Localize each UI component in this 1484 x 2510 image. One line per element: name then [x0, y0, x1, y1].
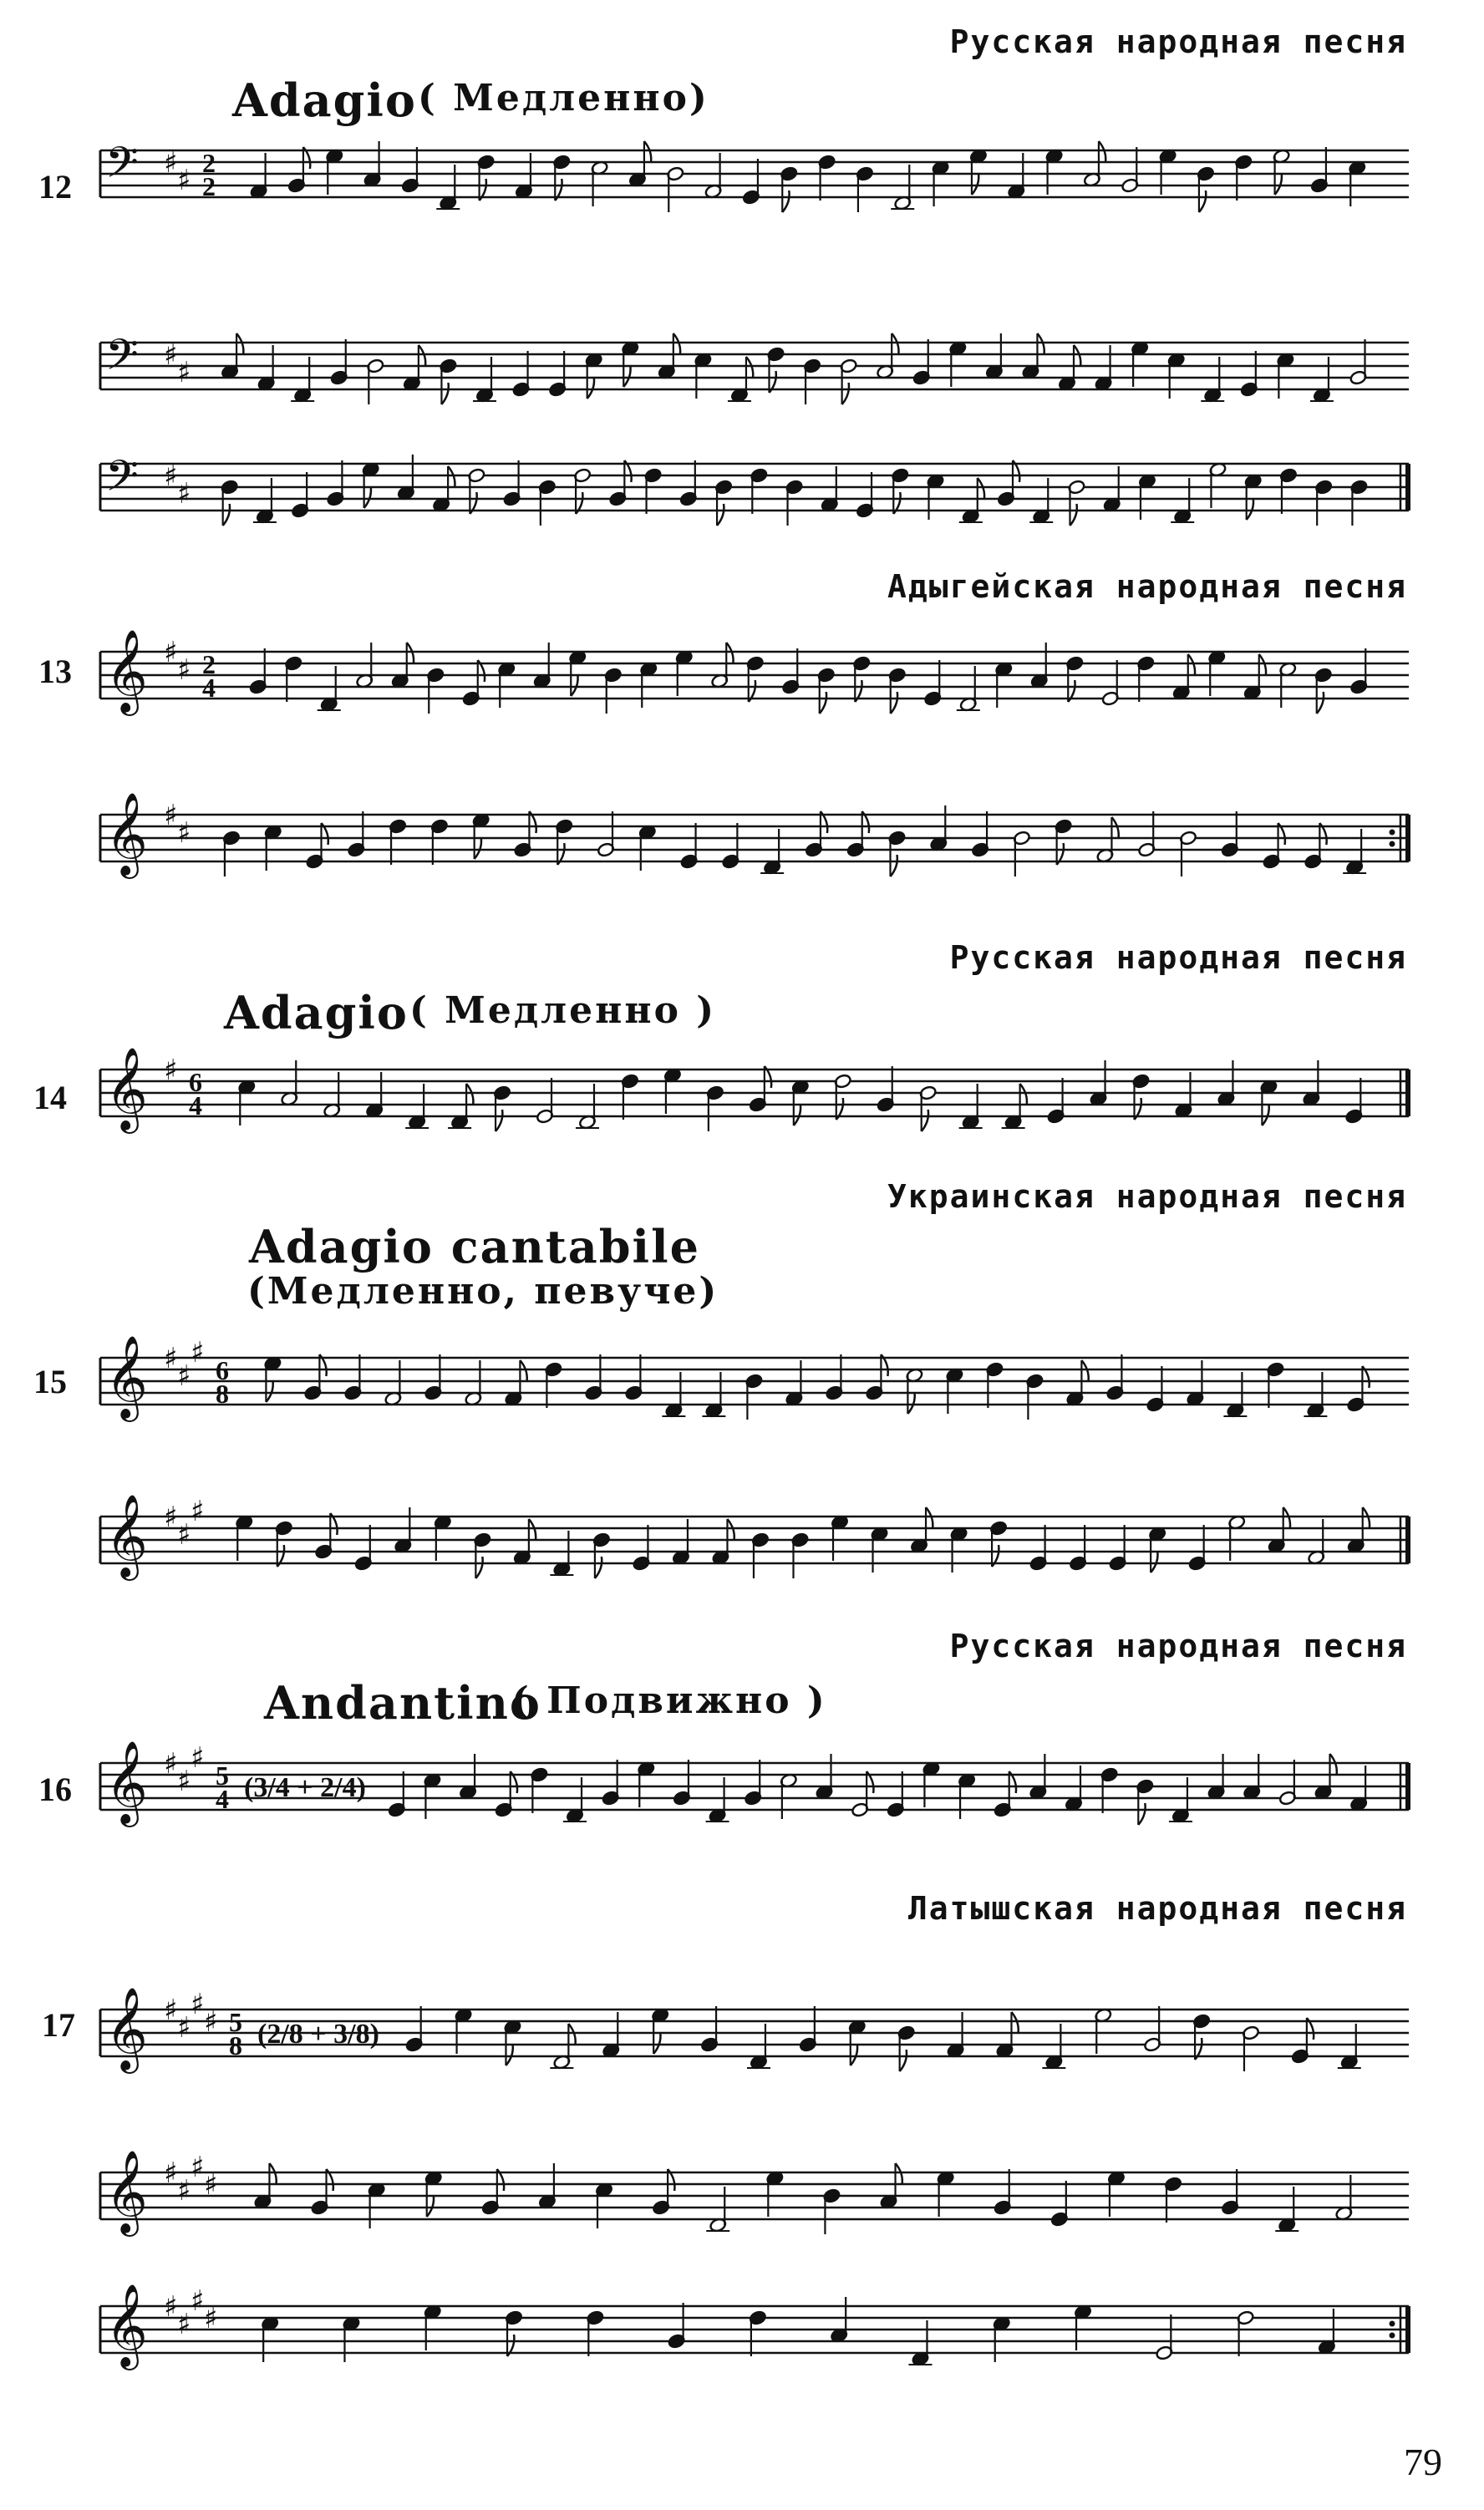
note-flag	[1081, 1360, 1088, 1382]
page-number: 79	[1404, 2441, 1442, 2483]
thick-barline	[1405, 815, 1410, 861]
note-flag	[266, 1380, 272, 1402]
note-flag	[448, 466, 455, 488]
note-flag	[466, 1084, 473, 1105]
sharp-icon: ♯	[164, 338, 178, 372]
tempo-translation-14: ( Медленно )	[409, 989, 717, 1032]
note-flag	[1330, 1754, 1337, 1776]
staff-15-6	[0, 1308, 1484, 1475]
note-flag	[907, 1392, 914, 1414]
note-flag	[1151, 1551, 1157, 1573]
note-flag	[441, 383, 448, 404]
time-signature-bottom: 4	[216, 1784, 229, 1814]
time-signature-top: 2	[202, 649, 216, 679]
time-signature-top: 5	[216, 1761, 229, 1791]
note-flag	[407, 643, 414, 664]
note-flag	[1259, 654, 1266, 676]
note-flag	[587, 377, 594, 399]
treble-clef-icon: 𝄞	[105, 792, 148, 876]
note-flag	[419, 345, 425, 367]
tempo-translation-16: ( Подвижно )	[511, 1679, 827, 1722]
attribution-15: Украинская народная песня	[887, 1178, 1407, 1215]
note-flag	[269, 2163, 276, 2185]
treble-clef-icon: 𝄞	[105, 629, 148, 713]
note-flag	[842, 383, 849, 404]
note-flag	[506, 2044, 512, 2065]
staff-16-8	[0, 1713, 1484, 1880]
thick-barline	[1405, 1517, 1410, 1563]
note-flag	[475, 1557, 482, 1578]
staff-17-11	[0, 2256, 1484, 2423]
note-flag	[520, 1360, 526, 1382]
note-flag	[427, 2195, 434, 2217]
exercise-number-14: 14	[33, 1079, 67, 1116]
note-flag	[1037, 333, 1044, 355]
thick-barline	[1405, 2306, 1410, 2353]
sharp-icon: ♯	[164, 799, 178, 832]
sharp-icon: ♯	[177, 816, 191, 850]
note-flag	[568, 2024, 575, 2045]
time-signature-bottom: 4	[202, 673, 216, 703]
time-signature-bottom: 8	[229, 2030, 242, 2060]
note-flag	[496, 1110, 502, 1131]
note-flag	[223, 504, 230, 526]
sharp-icon: ♯	[204, 2005, 218, 2039]
staff-12-0	[0, 100, 1484, 267]
attribution-14: Русская народная песня	[949, 939, 1407, 976]
note-flag	[1074, 345, 1080, 367]
note-flag	[571, 674, 577, 696]
note-flag	[891, 692, 897, 714]
bass-clef-icon: 𝄢	[105, 450, 139, 511]
sharp-icon: ♯	[204, 2302, 218, 2335]
sharp-icon: ♯	[191, 2151, 205, 2184]
sharp-icon: ♯	[204, 2168, 218, 2202]
tempo-12: Adagio	[232, 74, 417, 127]
exercise-number-15: 15	[33, 1363, 67, 1400]
repeat-dot	[1390, 841, 1395, 847]
note-flag	[1317, 692, 1324, 714]
sharp-icon: ♯	[164, 460, 178, 493]
treble-clef-icon: 𝄞	[105, 1335, 148, 1419]
note-flag	[726, 643, 733, 664]
treble-clef-icon: 𝄞	[105, 2150, 148, 2233]
staff-12-2	[0, 414, 1484, 581]
note-flag	[1199, 191, 1206, 212]
treble-clef-icon: 𝄞	[105, 1987, 148, 2070]
sharp-icon: ♯	[177, 1359, 191, 1393]
note-flag	[1099, 141, 1105, 163]
thick-barline	[1405, 1763, 1410, 1810]
note-flag	[529, 1519, 536, 1541]
note-flag	[717, 504, 724, 526]
note-flag	[727, 1519, 734, 1541]
time-signature-breakdown: (3/4 + 2/4)	[244, 1772, 366, 1803]
note-flag	[1020, 1084, 1027, 1105]
sharp-icon: ♯	[164, 1501, 178, 1534]
thick-barline	[1405, 1070, 1410, 1116]
time-signature-bottom: 8	[216, 1379, 229, 1409]
note-flag	[644, 141, 651, 163]
staff-15-7	[0, 1466, 1484, 1634]
exercise-number-17: 17	[42, 2006, 75, 2044]
note-flag	[926, 1507, 933, 1529]
note-flag	[782, 191, 789, 212]
note-flag	[623, 365, 630, 387]
staff-14-5	[0, 1019, 1484, 1186]
sharp-icon: ♯	[177, 164, 191, 197]
tempo-14: Adagio	[224, 986, 409, 1039]
time-signature-top: 6	[189, 1067, 202, 1097]
note-flag	[1363, 1507, 1370, 1529]
time-signature-bottom: 2	[202, 171, 216, 201]
sharp-icon: ♯	[191, 1336, 205, 1369]
exercise-number-16: 16	[38, 1771, 72, 1808]
repeat-dot	[1390, 2321, 1395, 2327]
note-flag	[653, 2032, 660, 2054]
repeat-dot	[1390, 2333, 1395, 2339]
note-flag	[896, 2163, 902, 2185]
attribution-12: Русская народная песня	[949, 23, 1407, 60]
sharp-icon: ♯	[164, 636, 178, 669]
staff-13-4	[0, 765, 1484, 932]
note-flag	[922, 1110, 928, 1131]
bass-clef-icon: 𝄢	[105, 329, 139, 390]
note-flag	[1262, 1104, 1268, 1125]
staff-17-9	[0, 1959, 1484, 2126]
sharp-icon: ♯	[164, 2157, 178, 2190]
note-flag	[1275, 173, 1282, 195]
repeat-dot	[1390, 830, 1395, 836]
tempo-15: Adagio cantabile	[249, 1220, 700, 1273]
tempo-16: Andantino	[264, 1676, 541, 1730]
note-flag	[1188, 654, 1195, 676]
note-flag	[1011, 2012, 1018, 2034]
note-flag	[1283, 1507, 1290, 1529]
note-flag	[364, 486, 371, 508]
exercise-number-12: 12	[38, 168, 72, 206]
note-flag	[236, 333, 243, 355]
tempo-translation-15: (Медленно, певуче)	[247, 1270, 719, 1313]
treble-clef-icon: 𝄞	[105, 1494, 148, 1578]
sharp-icon: ♯	[177, 2308, 191, 2341]
sharp-icon: ♯	[177, 653, 191, 687]
sharp-icon: ♯	[191, 1495, 205, 1528]
note-flag	[475, 837, 481, 859]
sharp-icon: ♯	[177, 2011, 191, 2045]
attribution-13: Адыгейская народная песня	[887, 568, 1407, 605]
time-signature-bottom: 4	[189, 1090, 202, 1120]
sharp-icon: ♯	[164, 2290, 178, 2324]
sharp-icon: ♯	[177, 356, 191, 389]
sharp-icon: ♯	[177, 1518, 191, 1552]
time-signature-top: 6	[216, 1355, 229, 1385]
note-flag	[820, 692, 826, 714]
note-flag	[1247, 498, 1253, 520]
treble-clef-icon: 𝄞	[105, 1740, 148, 1824]
sharp-icon: ♯	[164, 1747, 178, 1781]
note-flag	[595, 1557, 602, 1578]
bass-clef-icon: 𝄢	[105, 137, 139, 198]
staff-13-3	[0, 602, 1484, 769]
time-signature-top: 2	[202, 148, 216, 178]
note-flag	[851, 2044, 857, 2065]
note-flag	[746, 357, 753, 379]
sharp-icon: ♯	[177, 1765, 191, 1798]
note-flag	[978, 478, 984, 500]
note-flag	[972, 173, 978, 195]
time-signature-top: 5	[229, 2007, 242, 2037]
thick-barline	[1405, 464, 1410, 511]
attribution-16: Русская народная песня	[949, 1628, 1407, 1664]
time-signature-breakdown: (2/8 + 3/8)	[257, 2019, 379, 2050]
note-flag	[892, 333, 898, 355]
sharp-icon: ♯	[164, 1342, 178, 1375]
note-flag	[1111, 817, 1118, 839]
sharp-icon: ♯	[164, 1054, 178, 1087]
note-flag	[673, 333, 680, 355]
treble-clef-icon: 𝄞	[105, 2284, 148, 2367]
sharp-icon: ♯	[191, 2284, 205, 2318]
tempo-translation-12: ( Медленно)	[418, 77, 709, 119]
treble-clef-icon: 𝄞	[105, 1047, 148, 1131]
sharp-icon: ♯	[177, 477, 191, 511]
sharp-icon: ♯	[191, 1988, 205, 2021]
note-flag	[891, 855, 897, 876]
sharp-icon: ♯	[191, 1741, 205, 1775]
exercise-number-13: 13	[38, 653, 72, 690]
note-flag	[1070, 504, 1076, 526]
attribution-17: Латышская народная песня	[907, 1890, 1407, 1927]
note-flag	[900, 2050, 907, 2071]
sharp-icon: ♯	[164, 1994, 178, 2027]
note-flag	[1138, 1803, 1145, 1825]
sharp-icon: ♯	[177, 2174, 191, 2208]
sharp-icon: ♯	[164, 146, 178, 180]
note-flag	[794, 1104, 800, 1125]
